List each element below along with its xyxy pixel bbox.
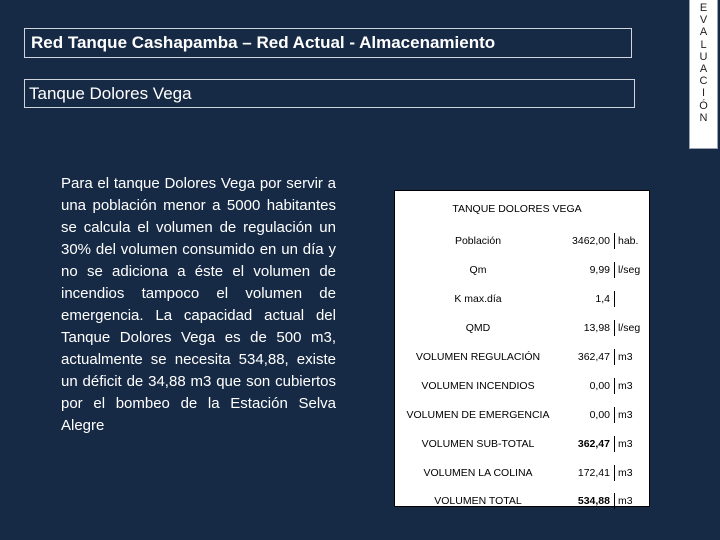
- row-label: VOLUMEN INCENDIOS: [421, 379, 535, 392]
- row-label: VOLUMEN LA COLINA: [423, 466, 533, 479]
- row-label: QMD: [465, 322, 491, 335]
- slide-subtitle: [24, 79, 635, 108]
- table-row: [395, 343, 649, 372]
- row-label: Qm: [469, 264, 487, 277]
- row-unit: m3: [614, 493, 649, 509]
- table-row: [395, 371, 649, 400]
- table-row: [395, 429, 649, 458]
- tank-volume-table: [394, 190, 650, 507]
- row-unit: l/seg: [614, 320, 649, 336]
- table-row: [395, 400, 649, 429]
- side-letter: Ó: [699, 99, 708, 112]
- table-row: [395, 227, 649, 256]
- row-value: 534,88: [577, 495, 610, 508]
- table-row: [395, 487, 649, 516]
- row-label: VOLUMEN TOTAL: [434, 495, 522, 508]
- side-letter: E: [699, 2, 708, 14]
- table-row: [395, 285, 649, 314]
- side-letter: U: [699, 50, 708, 63]
- row-label: K max.día: [454, 293, 502, 306]
- slide-subtitle-text: Tanque Dolores Vega: [29, 83, 192, 103]
- row-value: 3462,00: [572, 235, 610, 248]
- row-unit: m3: [614, 465, 649, 481]
- side-letter: I: [701, 87, 706, 100]
- evaluation-side-label: [689, 0, 718, 149]
- side-letter: L: [700, 38, 707, 51]
- row-value: 0,00: [589, 379, 610, 392]
- side-letter: A: [699, 63, 708, 76]
- row-value: 1,4: [595, 293, 610, 306]
- slide-title-text: Red Tanque Cashapamba – Red Actual - Almacenamiento: [31, 33, 496, 52]
- row-unit: [614, 291, 649, 307]
- table-row: [395, 314, 649, 343]
- row-unit: m3: [614, 378, 649, 394]
- row-label: VOLUMEN REGULACIÓN: [415, 351, 541, 363]
- row-unit: hab.: [614, 233, 649, 249]
- side-letter: C: [699, 75, 708, 88]
- row-label: VOLUMEN DE EMERGENCIA: [406, 408, 550, 421]
- side-letter: N: [699, 111, 708, 124]
- row-label: Población: [454, 235, 502, 248]
- row-value: 0,00: [589, 408, 610, 421]
- table-row: [395, 256, 649, 285]
- row-unit: m3: [614, 436, 649, 452]
- row-label: VOLUMEN SUB-TOTAL: [421, 437, 535, 450]
- row-value: 9,99: [589, 264, 610, 277]
- side-letter: V: [699, 14, 708, 27]
- row-unit: l/seg: [614, 262, 649, 278]
- table-row: [395, 458, 649, 487]
- row-value: 172,41: [577, 466, 610, 479]
- table-title: TANQUE DOLORES VEGA: [452, 203, 582, 215]
- row-value: 362,47: [577, 437, 610, 450]
- description-paragraph: Para el tanque Dolores Vega por servir a una población menor a 5000 habitantes se calcula el volumen de regulación un 30% del volumen consumido en un día y no se adiciona a éste el volumen de incendios tampoco el volumen de emergencia. La capacidad actual del Tanque Dolores Vega es de 500 m3, actualmente se necesita 534,88, existe un déficit de 34,88 m3 que son cubiertos por el bombeo de la Estación Selva Alegre: [61, 175, 336, 434]
- slide-title: [24, 28, 632, 58]
- row-value: 13,98: [583, 322, 610, 335]
- row-unit: m3: [614, 349, 649, 365]
- row-unit: m3: [614, 407, 649, 423]
- row-value: 362,47: [577, 351, 610, 363]
- side-letter: A: [699, 26, 708, 39]
